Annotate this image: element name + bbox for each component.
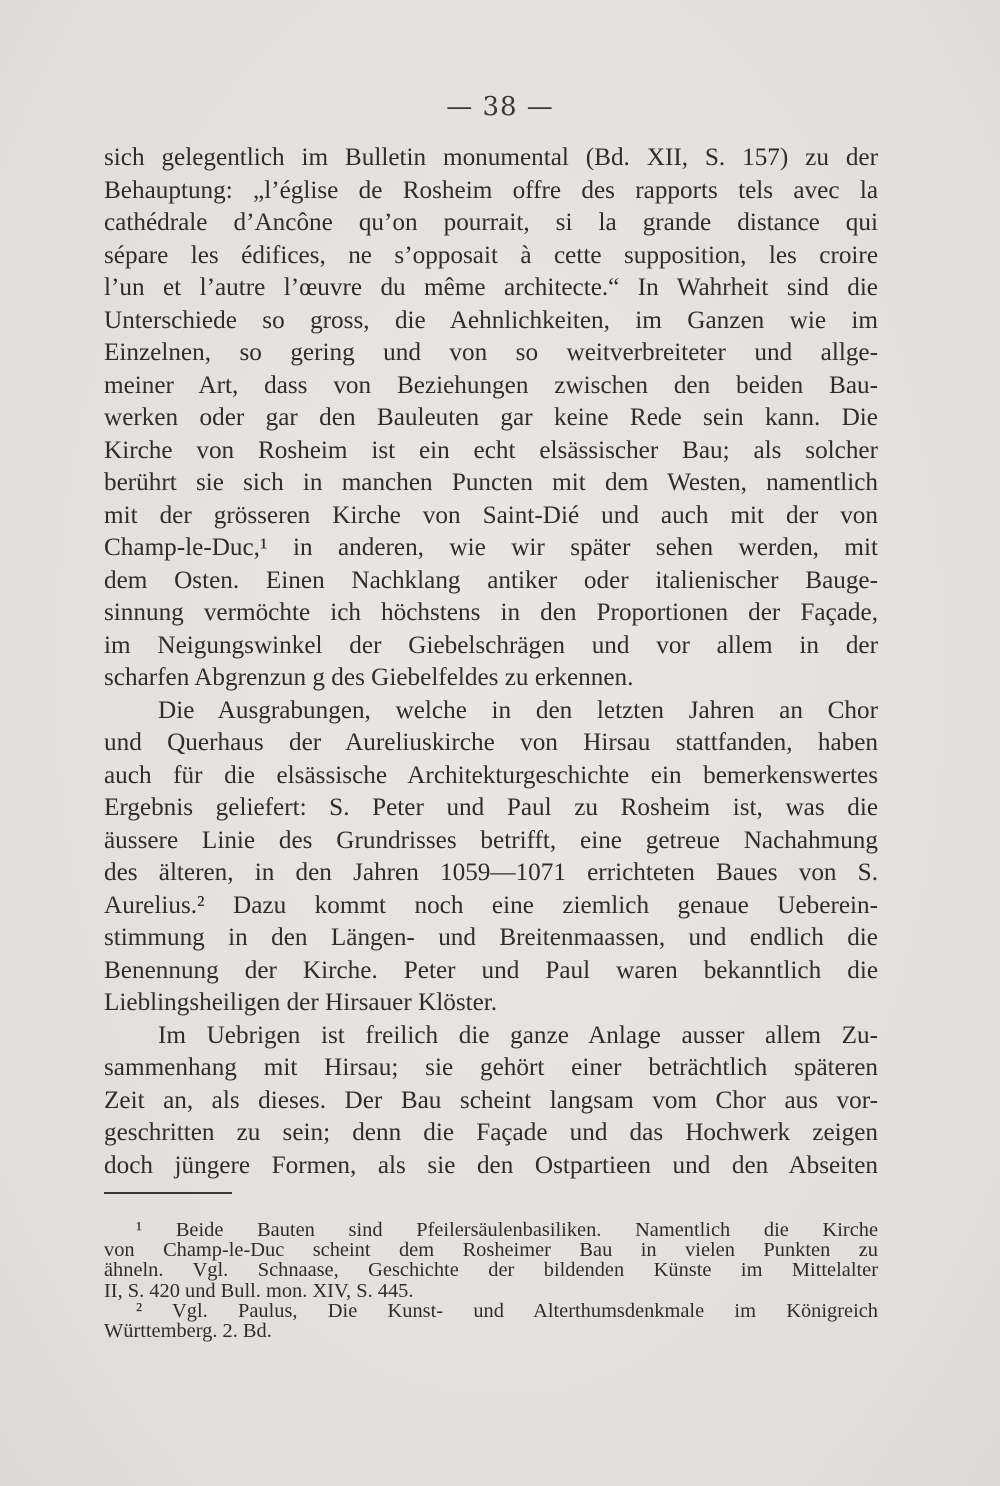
footnote-line: ¹ Beide Bauten sind Pfeilersäulenbasiliken. Namentlich die Kirche [136,1219,878,1241]
text-line: meiner Art, dass von Beziehungen zwischen den beiden Bau- [104,371,878,399]
text-line: sammenhang mit Hirsau; sie gehört einer beträchtlich späteren [104,1054,878,1081]
text-line: Kirche von Rosheim ist ein echt elsässischer Bau; als solcher [104,436,878,464]
main-text [104,142,878,1182]
text-line: stimmung in den Längen- und Breitenmaassen, und endlich die [104,924,878,951]
text-line: äussere Linie des Grundrisses betrifft, eine getreue Nachahmung [104,826,878,854]
footnote-line: von Champ-le-Duc scheint dem Rosheimer Bau in vielen Punkten zu [104,1239,878,1262]
text-line: werken oder gar den Bauleuten gar keine Rede sein kann. Die [104,404,878,431]
text-line: cathédrale d’Ancône qu’on pourrait, si la grande distance qui [104,209,878,236]
footnote-line: II, S. 420 und Bull. mon. XIV, S. 445. [104,1279,414,1302]
footnote-line: ² Vgl. Paulus, Die Kunst- und Alterthumsdenkmale im Königreich [136,1299,878,1322]
text-line: Zeit an, als dieses. Der Bau scheint langsam vom Chor aus vor- [104,1086,878,1114]
page-number: — 38 — [446,92,554,122]
paragraph-start-line: Im Uebrigen ist freilich die ganze Anlage ausser allem Zu- [158,1021,878,1049]
text-line: und Querhaus der Aureliuskirche von Hirsau stattfanden, haben [104,729,878,756]
text-line: geschritten zu sein; denn die Façade und das Hochwerk zeigen [104,1119,878,1146]
text-line: doch jüngere Formen, als sie den Ostpartieen und den Abseiten [104,1151,878,1179]
text-line: Lieblingsheiligen der Hirsauer Klöster. [104,989,498,1016]
text-line: sinnung vermöchte ich höchstens in den Proportionen der Façade, [104,599,878,626]
text-line: mit der grösseren Kirche von Saint-Dié und auch mit der von [104,501,878,529]
footnote-divider [104,1192,232,1194]
text-line: Benennung der Kirche. Peter und Paul waren bekanntlich die [104,956,878,984]
text-line: Ergebnis geliefert: S. Peter und Paul zu Rosheim ist, was die [104,794,878,821]
text-line: des älteren, in den Jahren 1059—1071 errichteten Baues von S. [104,859,878,886]
text-line: l’un et l’autre l’œuvre du même architecte.“ In Wahrheit sind die [104,274,878,301]
text-line: im Neigungswinkel der Giebelschrägen und vor allem in der [104,631,878,659]
footnote-line: Württemberg. 2. Bd. [104,1319,272,1342]
paragraph-start-line: Die Ausgrabungen, welche in den letzten Jahren an Chor [158,696,878,724]
footnote-line: ähneln. Vgl. Schnaase, Geschichte der bildenden Künste im Mittelalter [104,1259,878,1282]
text-line: Champ-le-Duc,¹ in anderen, wie wir später sehen werden, mit [104,534,878,561]
text-line: Einzelnen, so gering und von so weitverbreiteter und allge- [104,339,878,366]
text-line: Unterschiede so gross, die Aehnlichkeiten, im Ganzen wie im [104,306,878,334]
text-line: berührt sie sich in manchen Puncten mit dem Westen, namentlich [104,469,878,496]
text-line: auch für die elsässische Architekturgeschichte ein bemerkenswertes [104,761,878,789]
text-line: Aurelius.² Dazu kommt noch eine ziemlich genaue Uebereіn- [104,891,878,919]
text-line: scharfen Abgrenzun g des Giebelfeldes zu erkennen. [104,664,634,691]
footnotes [104,1220,878,1341]
text-line: sépare les édifices, ne s’opposait à cette supposition, les croire [104,241,878,269]
text-line: dem Osten. Einen Nachklang antiker oder italienischer Bauge- [104,566,878,594]
text-line: sich gelegentlich im Bulletin monumental (Bd. XII, S. 157) zu der [104,144,878,171]
text-line: Behauptung: „l’église de Rosheim offre des rapports tels avec la [104,176,878,204]
